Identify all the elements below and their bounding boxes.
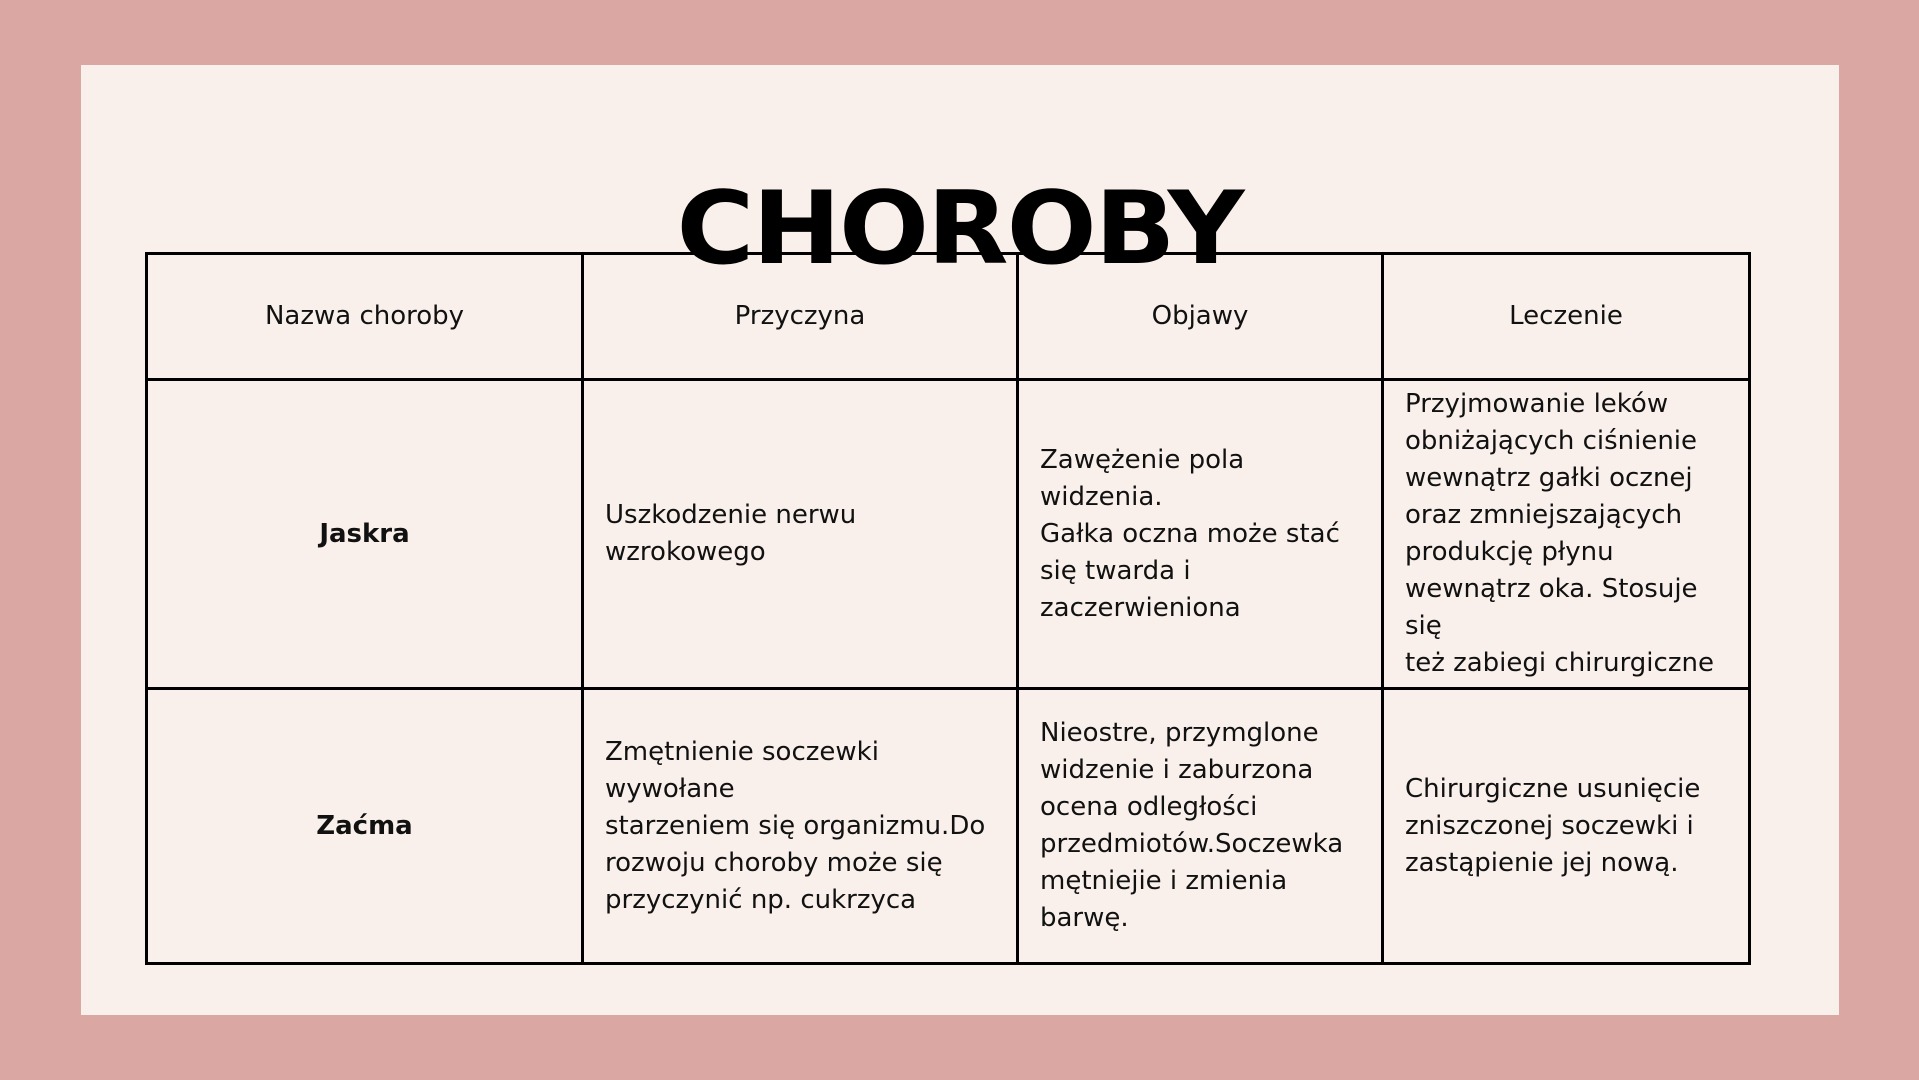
table-header-row xyxy=(147,254,1750,380)
cause-text: Zmętnienie soczewki wywołane starzeniem się organizmu.Do rozwoju choroby może się przyczynić np. cukrzyca xyxy=(605,736,986,915)
cause-text: Uszkodzenie nerwu wzrokowego xyxy=(605,500,857,568)
symptoms-text: Nieostre, przymglone widzenie i zaburzona ocena odległości przedmiotów.Soczewka mętniejie i zmienia barwę. xyxy=(1040,718,1344,934)
symptoms-cell xyxy=(1018,379,1383,689)
header-disease-name: Nazwa choroby xyxy=(147,254,583,380)
table-row xyxy=(147,379,1750,689)
cause-cell xyxy=(583,379,1018,689)
treatment-text: Chirurgiczne usunięcie zniszczonej soczewki i zastąpienie jej nową. xyxy=(1405,773,1701,878)
header-symptoms: Objawy xyxy=(1018,254,1383,380)
treatment-cell xyxy=(1383,689,1750,964)
diseases-table xyxy=(145,252,1751,965)
cause-cell xyxy=(583,689,1018,964)
header-cause: Przyczyna xyxy=(583,254,1018,380)
symptoms-text: Zawężenie pola widzenia. Gałka oczna może stać się twarda i zaczerwieniona xyxy=(1040,444,1340,623)
page-title: CHOROBY xyxy=(676,170,1243,287)
treatment-text: Przyjmowanie leków obniżających ciśnienie wewnątrz gałki ocznej oraz zmniejszających produkcję płynu wewnątrz oka. Stosuje się też zabiegi chirurgiczne xyxy=(1405,389,1714,679)
treatment-cell xyxy=(1383,379,1750,689)
table-row xyxy=(147,689,1750,964)
header-treatment: Leczenie xyxy=(1383,254,1750,380)
symptoms-cell xyxy=(1018,689,1383,964)
disease-name: Jaskra xyxy=(147,379,583,689)
disease-name: Zaćma xyxy=(147,689,583,964)
